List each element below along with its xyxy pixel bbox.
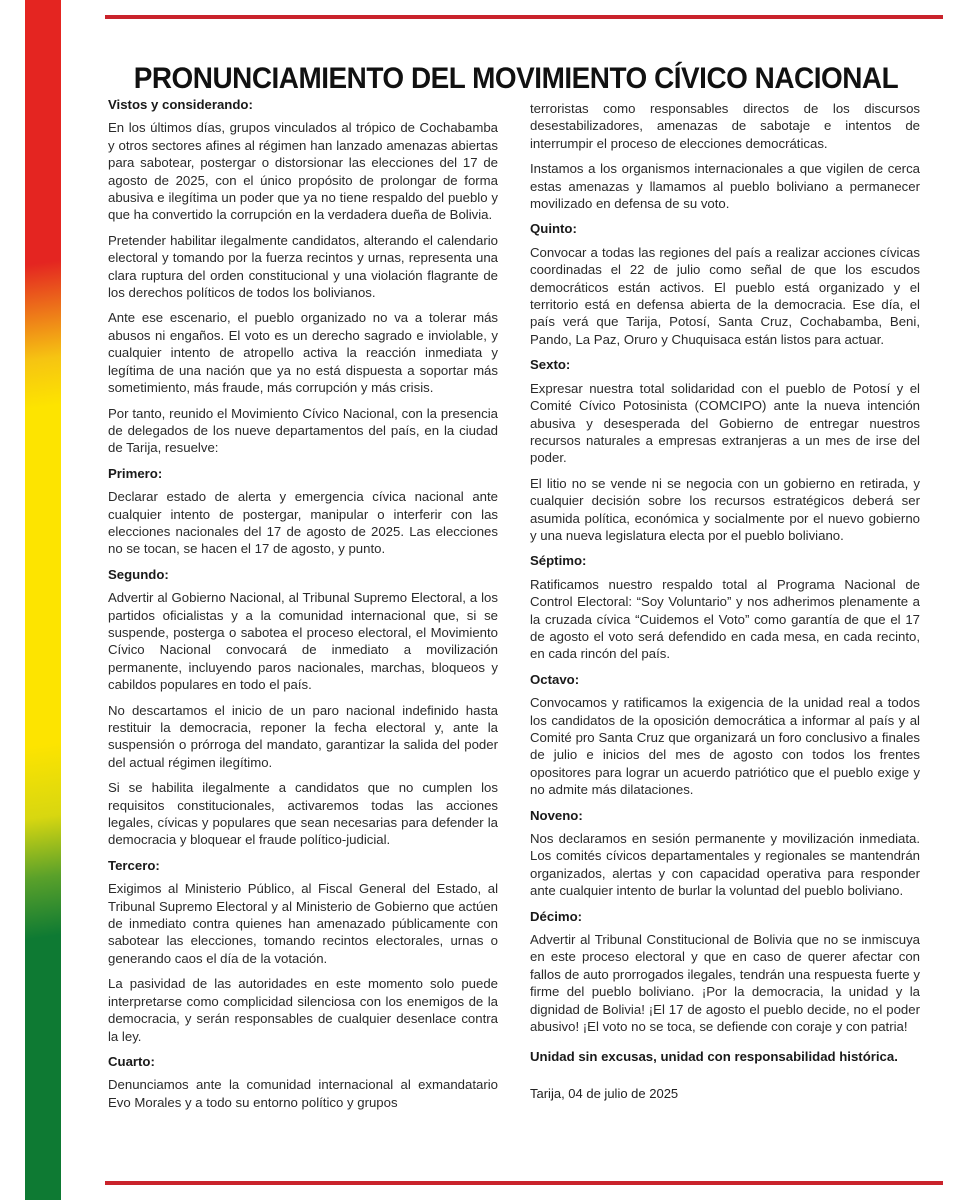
paragraph: Si se habilita ilegalmente a candidatos que no cumplen los requisitos constitucionales, activaremos todas las acciones legales, cívicas y populares que sean necesarias para defender la democracia y bloquear el fraude político-judicial. — [108, 780, 498, 848]
paragraph: Advertir al Tribunal Constitucional de Bolivia que no se inmiscuya en este proceso electoral y que en caso de querer afectar con fallos de auto prorrogados ilegales, tendrán una respuesta fuerte y firme del pueblo boliviano. ¡Por la democracia, la unidad y la dignidad de Bolivia! ¡El 17 de agosto el pueblo decide, no el poder abusivo! ¡El voto no se toca, se defiende con coraje y con patria! — [530, 932, 920, 1035]
paragraph: Denunciamos ante la comunidad internacional al exmandatario Evo Morales y a todo su entorno político y grupos — [108, 1077, 498, 1110]
closing-statement: Unidad sin excusas, unidad con responsabilidad histórica. — [530, 1048, 898, 1064]
bottom-rule-divider — [105, 1181, 943, 1185]
place-and-date: Tarija, 04 de julio de 2025 — [530, 1085, 679, 1101]
paragraph: Ratificamos nuestro respaldo total al Programa Nacional de Control Electoral: “Soy Voluntario” y nos adherimos plenamente a la cruzada cívica “Cuidemos el Voto” como garantía de que el 17 de agosto el voto será defendido en cada mesa, en cada recinto, en cada rincón del país. — [530, 576, 920, 662]
paragraph: Declarar estado de alerta y emergencia cívica nacional ante cualquier intento de postergar, manipular o interferir con las elecciones nacionales del 17 de agosto de 2025. Las elecciones no se tocan, se hacen el 17 de agosto, y punto. — [108, 489, 498, 557]
left-column — [108, 96, 498, 1119]
section-heading-segundo: Segundo: — [108, 566, 169, 582]
paragraph: Pretender habilitar ilegalmente candidatos, alterando el calendario electoral y tomando por la fuerza recintos y urnas, representa una clara ruptura del orden constitucional y una violación flagrante de los derechos políticos de todos los bolivianos. — [108, 232, 498, 301]
paragraph: Por tanto, reunido el Movimiento Cívico Nacional, con la presencia de delegados de los nueve departamentos del país, en la ciudad de Tarija, resuelve: — [108, 405, 498, 456]
section-heading-septimo: Séptimo: — [530, 553, 587, 569]
section-heading-primero: Primero: — [108, 465, 163, 481]
paragraph: Nos declaramos en sesión permanente y movilización inmediata. Los comités cívicos departamentales y regionales se mantendrán organizados, alertas y con capacidad operativa para responder ante cualquier intento de burlar la voluntad del pueblo boliviano. — [530, 831, 920, 899]
section-heading-tercero: Tercero: — [108, 857, 160, 873]
section-heading-cuarto: Cuarto: — [108, 1053, 155, 1069]
section-heading-quinto: Quinto: — [530, 221, 577, 237]
paragraph: La pasividad de las autoridades en este momento solo puede interpretarse como complicidad silenciosa con los enemigos de la democracia, y serán responsables de cualquier desenlace contra la ley. — [108, 976, 498, 1044]
paragraph: Advertir al Gobierno Nacional, al Tribunal Supremo Electoral, a los partidos oficialistas y a la comunidad internacional que, si se suspende, posterga o sabotea el proceso electoral, el Movimiento Cívico Nacional convocará de inmediato a movilización permanente, incluyendo paros nacionales, marchas, bloqueos y cabildos populares en todo el país. — [108, 590, 498, 693]
paragraph: Instamos a los organismos internacionales a que vigilen de cerca estas amenazas y llamamos al pueblo boliviano a permanecer movilizado en defensa de su voto. — [530, 161, 920, 212]
section-heading-noveno: Noveno: — [530, 807, 583, 823]
top-rule-divider — [105, 15, 943, 19]
paragraph: Ante ese escenario, el pueblo organizado no va a tolerar más abusos ni engaños. El voto es un derecho sagrado e inviolable, y cualquier intento de atropello activa la reacción inmediata y legítima de una nación que ya no está dispuesta a soportar más sometimiento, más fraude, más corrupción y más crisis. — [108, 310, 498, 396]
paragraph: Expresar nuestra total solidaridad con el pueblo de Potosí y el Comité Cívico Potosinista (COMCIPO) ante la nueva intención abusiva y desesperada del Gobierno de entregar nuestros recursos naturales a empresas extranjeras a un mes de irse del poder. — [530, 380, 920, 466]
section-heading-decimo: Décimo: — [530, 908, 583, 924]
document-title: PRONUNCIAMIENTO DEL MOVIMIENTO CÍVICO NACIONAL — [133, 62, 899, 96]
paragraph: Exigimos al Ministerio Público, al Fiscal General del Estado, al Tribunal Supremo Electoral y al Ministerio de Gobierno que actúen de inmediato contra quienes han amenazado públicamente con sabotear las elecciones, tomando recintos electorales, urnas o generando caos el día de la votación. — [108, 881, 498, 966]
right-column — [530, 100, 920, 1110]
paragraph: Convocar a todas las regiones del país a realizar acciones cívicas coordinadas el 22 de julio como señal de que los escudos democráticos están activos. El pueblo está organizado y el territorio está en defensa abierta de la democracia. Ese día, el país verá que Tarija, Potosí, Santa Cruz, Cochabamba, Beni, Pando, La Paz, Oruro y Chuquisaca están listos para actuar. — [530, 244, 920, 347]
section-heading-octavo: Octavo: — [530, 671, 580, 687]
bolivia-flag-stripe — [25, 0, 61, 1200]
paragraph: terroristas como responsables directos de los discursos desestabilizadores, amenazas de sabotaje e intentos de interrumpir el proceso de elecciones democráticas. — [530, 101, 920, 151]
paragraph: En los últimos días, grupos vinculados al trópico de Cochabamba y otros sectores afines al régimen han lanzado amenazas abiertas para sabotear, postergar o distorsionar las elecciones del 17 de agosto de 2025, con el único propósito de prolongar de forma abusiva e ilegítima un poder que ya no tiene respaldo del pueblo y que ha convertido la corrupción en la verdadera dueña de Bolivia. — [108, 120, 498, 223]
section-heading-sexto: Sexto: — [530, 357, 571, 373]
paragraph: No descartamos el inicio de un paro nacional indefinido hasta restituir la democracia, reponer la fecha electoral y, ante la suspensión o prórroga del mandato, garantizar la salida del poder del actual régimen ilegítimo. — [108, 702, 498, 770]
paragraph: Convocamos y ratificamos la exigencia de la unidad real a todos los candidatos de la oposición democrática a informar al país y al Comité pro Santa Cruz que organizará un foro conclusivo a finales de julio e inicios del mes de agosto con todos los frentes opositores para lograr un acuerdo patriótico que el pueblo exige y no admite más dilataciones. — [530, 695, 920, 798]
section-heading-vistos: Vistos y considerando: — [108, 97, 253, 112]
paragraph: El litio no se vende ni se negocia con un gobierno en retirada, y cualquier decisión sobre los recursos estratégicos deberá ser asumida política, económica y socialmente por el nuevo gobierno y una nueva legislatura electa por el pueblo boliviano. — [530, 475, 920, 543]
